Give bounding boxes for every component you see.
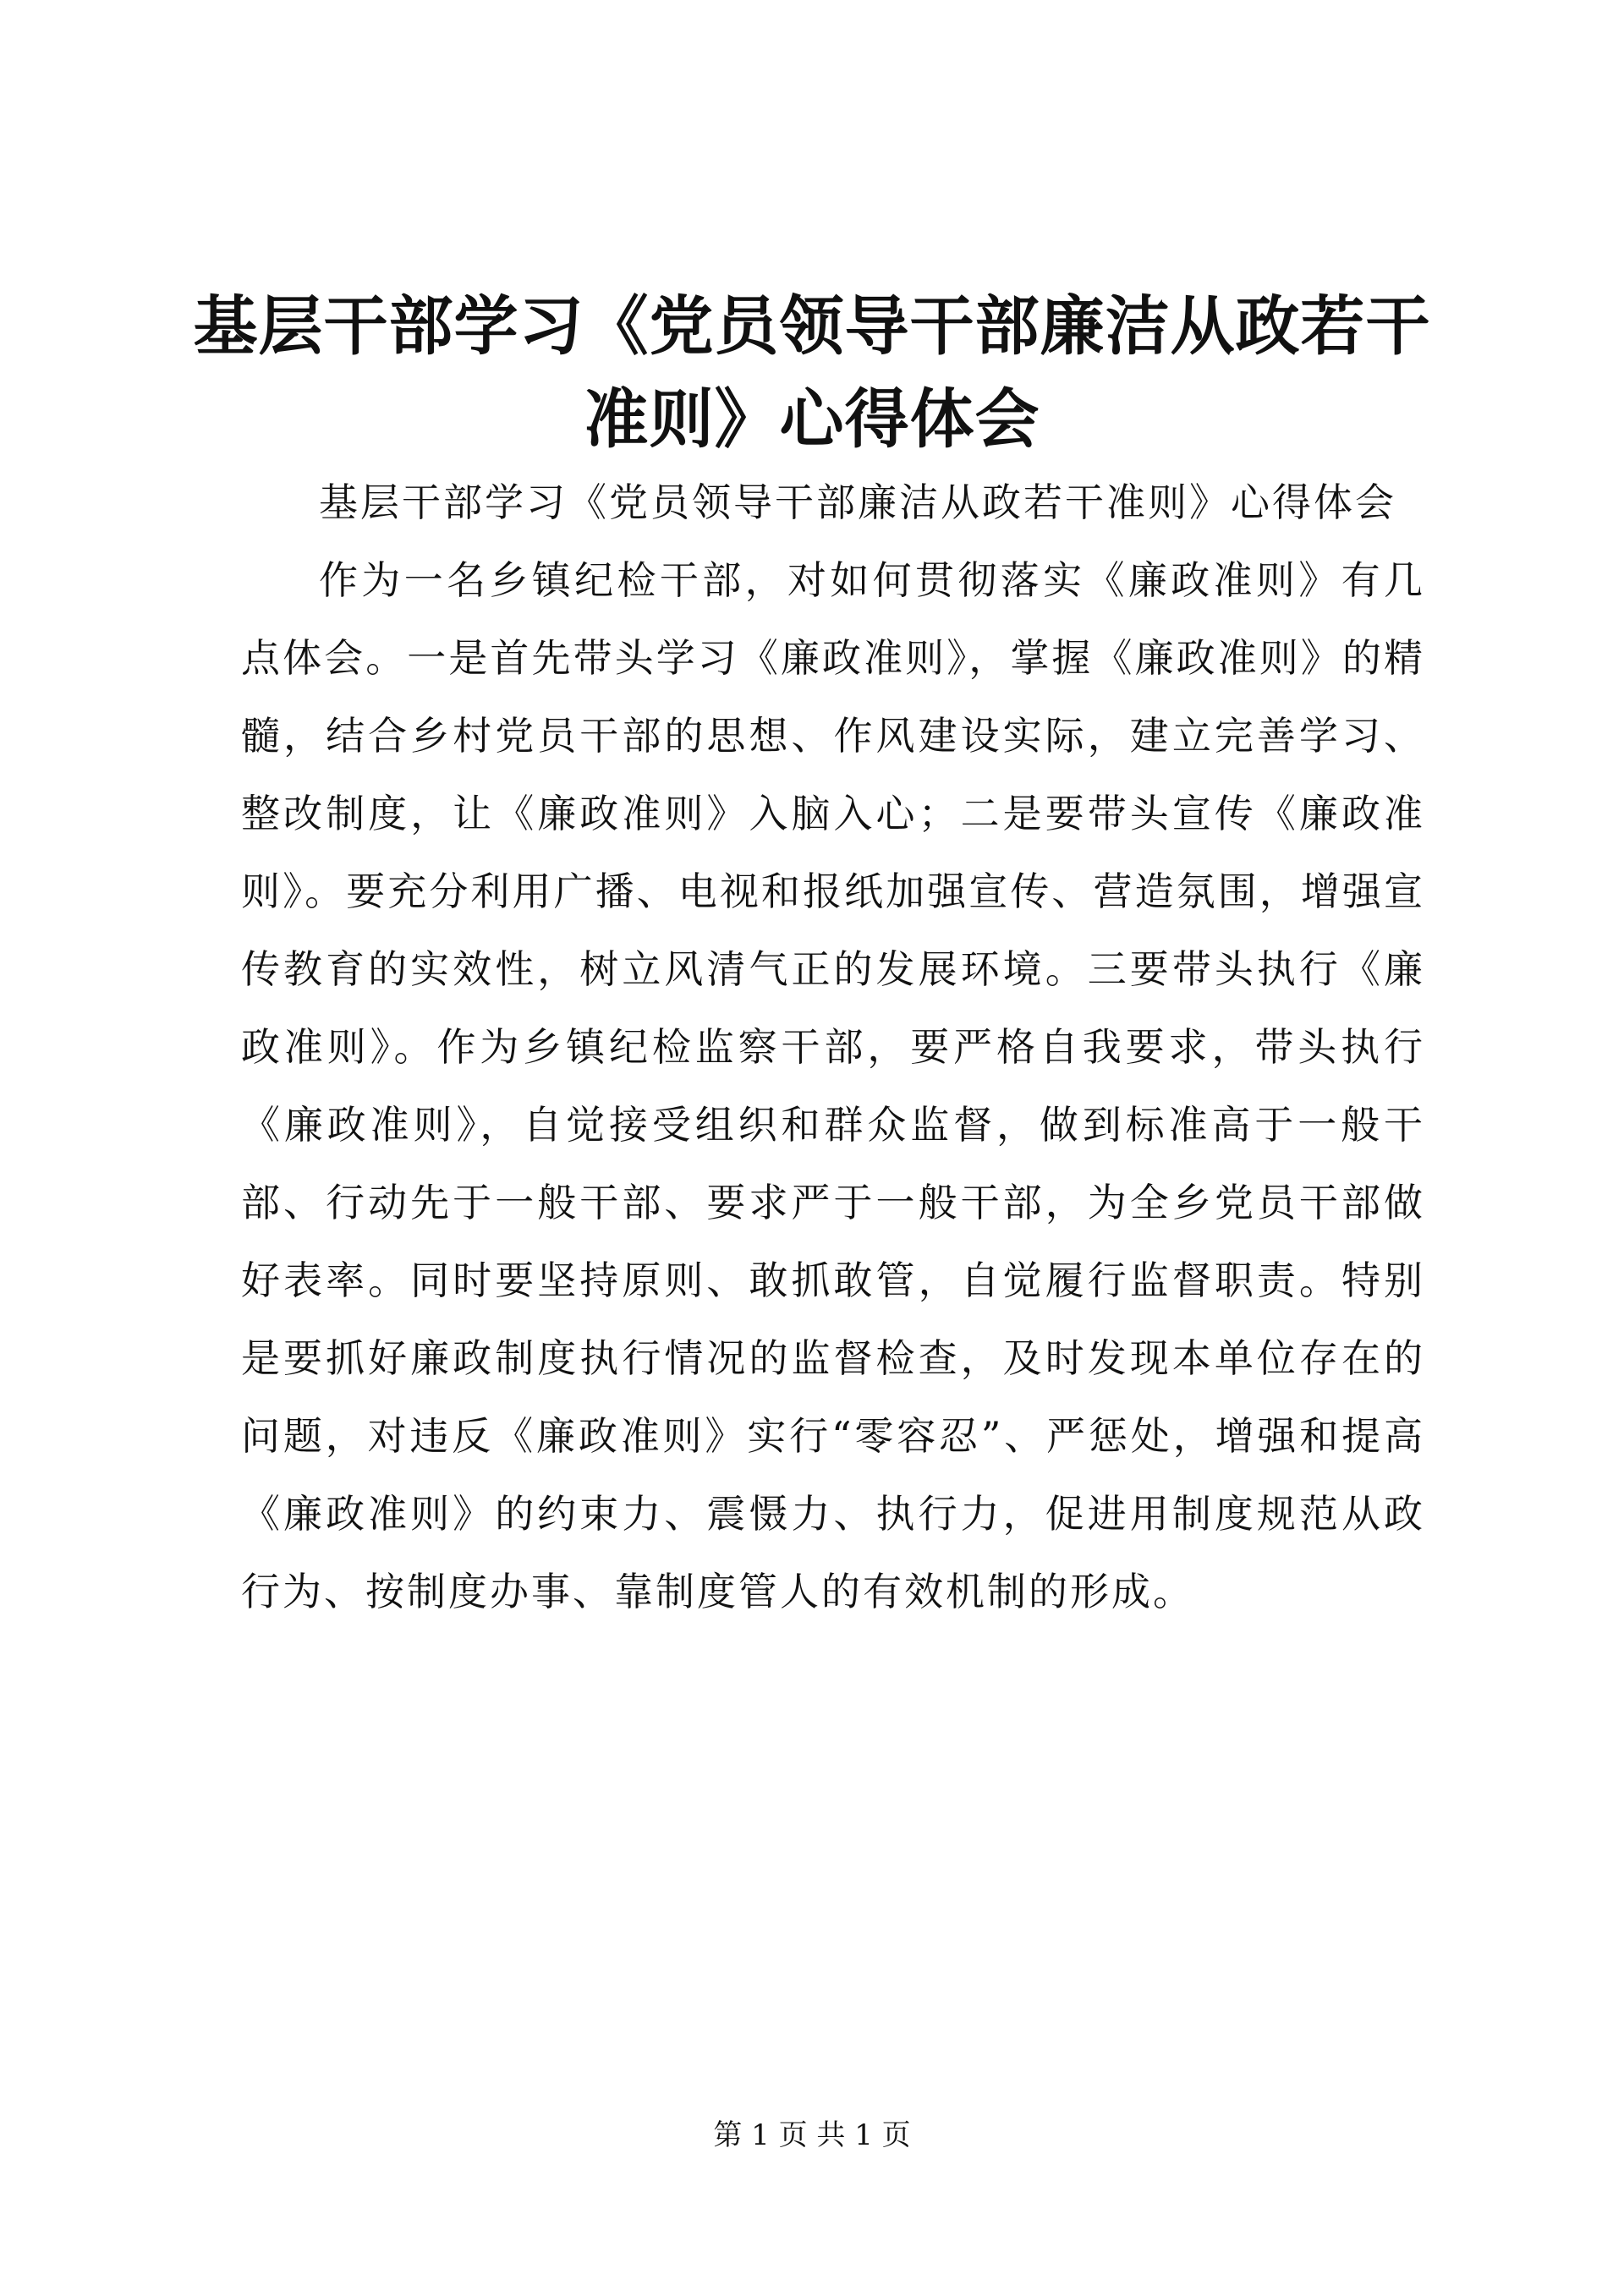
paragraph-repeated-title: 基层干部学习《党员领导干部廉洁从政若干准则》心得体会 (319, 479, 1396, 525)
page-footer: 第 1 页 共 1 页 (713, 2118, 911, 2152)
document-body (241, 463, 1425, 1630)
paragraph-main: 作为一名乡镇纪检干部，对如何贯彻落实《廉政准则》有几点体会。一是首先带头学习《廉政准则》，掌握《廉政准则》的精髓，结合乡村党员干部的思想、作风建设实际，建立完善学习、整改制度，让《廉政准则》入脑入心；二是要带头宣传《廉政准则》。要充分利用广播、电视和报纸加强宣传、营造氛围，增强宣传教育的实效性，树立风清气正的发展环境。三要带头执行《廉政准则》。作为乡镇纪检监察干部，要严格自我要求，带头执行《廉政准则》，自觉接受组织和群众监督，做到标准高于一般干部、行动先于一般干部、要求严于一般干部，为全乡党员干部做好表率。同时要坚持原则、敢抓敢管，自觉履行监督职责。特别是要抓好廉政制度执行情况的监督检查，及时发现本单位存在的问题，对违反《廉政准则》实行“零容忍”、严惩处，增强和提高《廉政准则》的约束力、震慑力、执行力，促进用制度规范从政行为、按制度办事、靠制度管人的有效机制的形成。 (241, 557, 1425, 1614)
document-title: 基层干部学习《党员领导干部廉洁从政若干准则》心得体会 (193, 288, 1431, 457)
